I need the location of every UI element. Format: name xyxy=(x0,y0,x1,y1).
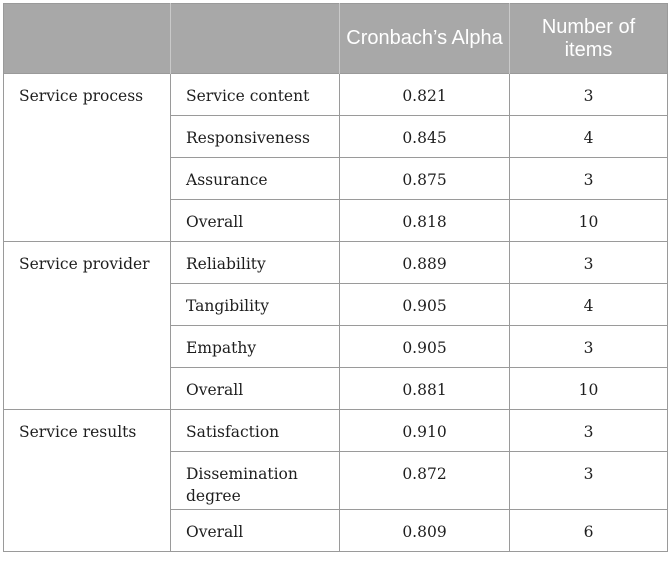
dimension-cell: Dissemination degree xyxy=(171,452,340,510)
table-body xyxy=(4,74,668,552)
alpha-cell: 0.910 xyxy=(340,410,510,452)
alpha-cell: 0.905 xyxy=(340,326,510,368)
alpha-cell: 0.875 xyxy=(340,158,510,200)
header-number-of-items: Number of items xyxy=(510,4,668,74)
items-cell: 10 xyxy=(510,368,668,410)
header-dimension xyxy=(171,4,340,74)
dimension-cell: Responsiveness xyxy=(171,116,340,158)
alpha-cell: 0.821 xyxy=(340,74,510,116)
items-cell: 3 xyxy=(510,74,668,116)
items-cell: 3 xyxy=(510,326,668,368)
header-group xyxy=(4,4,171,74)
items-cell: 3 xyxy=(510,242,668,284)
items-cell: 3 xyxy=(510,158,668,200)
dimension-cell: Overall xyxy=(171,368,340,410)
items-cell: 3 xyxy=(510,452,668,510)
alpha-cell: 0.881 xyxy=(340,368,510,410)
dimension-cell: Overall xyxy=(171,510,340,552)
table-header xyxy=(4,4,668,74)
group-label: Service process xyxy=(4,74,171,242)
table-row xyxy=(4,74,668,116)
dimension-cell: Overall xyxy=(171,200,340,242)
alpha-cell: 0.905 xyxy=(340,284,510,326)
dimension-cell: Service content xyxy=(171,74,340,116)
table-row xyxy=(4,242,668,284)
alpha-cell: 0.845 xyxy=(340,116,510,158)
dimension-cell: Tangibility xyxy=(171,284,340,326)
dimension-cell: Reliability xyxy=(171,242,340,284)
reliability-table xyxy=(3,3,668,552)
header-cronbach-alpha: Cronbach’s Alpha xyxy=(340,4,510,74)
alpha-cell: 0.818 xyxy=(340,200,510,242)
group-label: Service provider xyxy=(4,242,171,410)
dimension-cell: Satisfaction xyxy=(171,410,340,452)
group-label: Service results xyxy=(4,410,171,552)
dimension-cell: Empathy xyxy=(171,326,340,368)
items-cell: 3 xyxy=(510,410,668,452)
items-cell: 6 xyxy=(510,510,668,552)
alpha-cell: 0.889 xyxy=(340,242,510,284)
alpha-cell: 0.872 xyxy=(340,452,510,510)
table-row xyxy=(4,410,668,452)
items-cell: 10 xyxy=(510,200,668,242)
items-cell: 4 xyxy=(510,284,668,326)
header-row xyxy=(4,4,668,74)
items-cell: 4 xyxy=(510,116,668,158)
dimension-cell: Assurance xyxy=(171,158,340,200)
alpha-cell: 0.809 xyxy=(340,510,510,552)
